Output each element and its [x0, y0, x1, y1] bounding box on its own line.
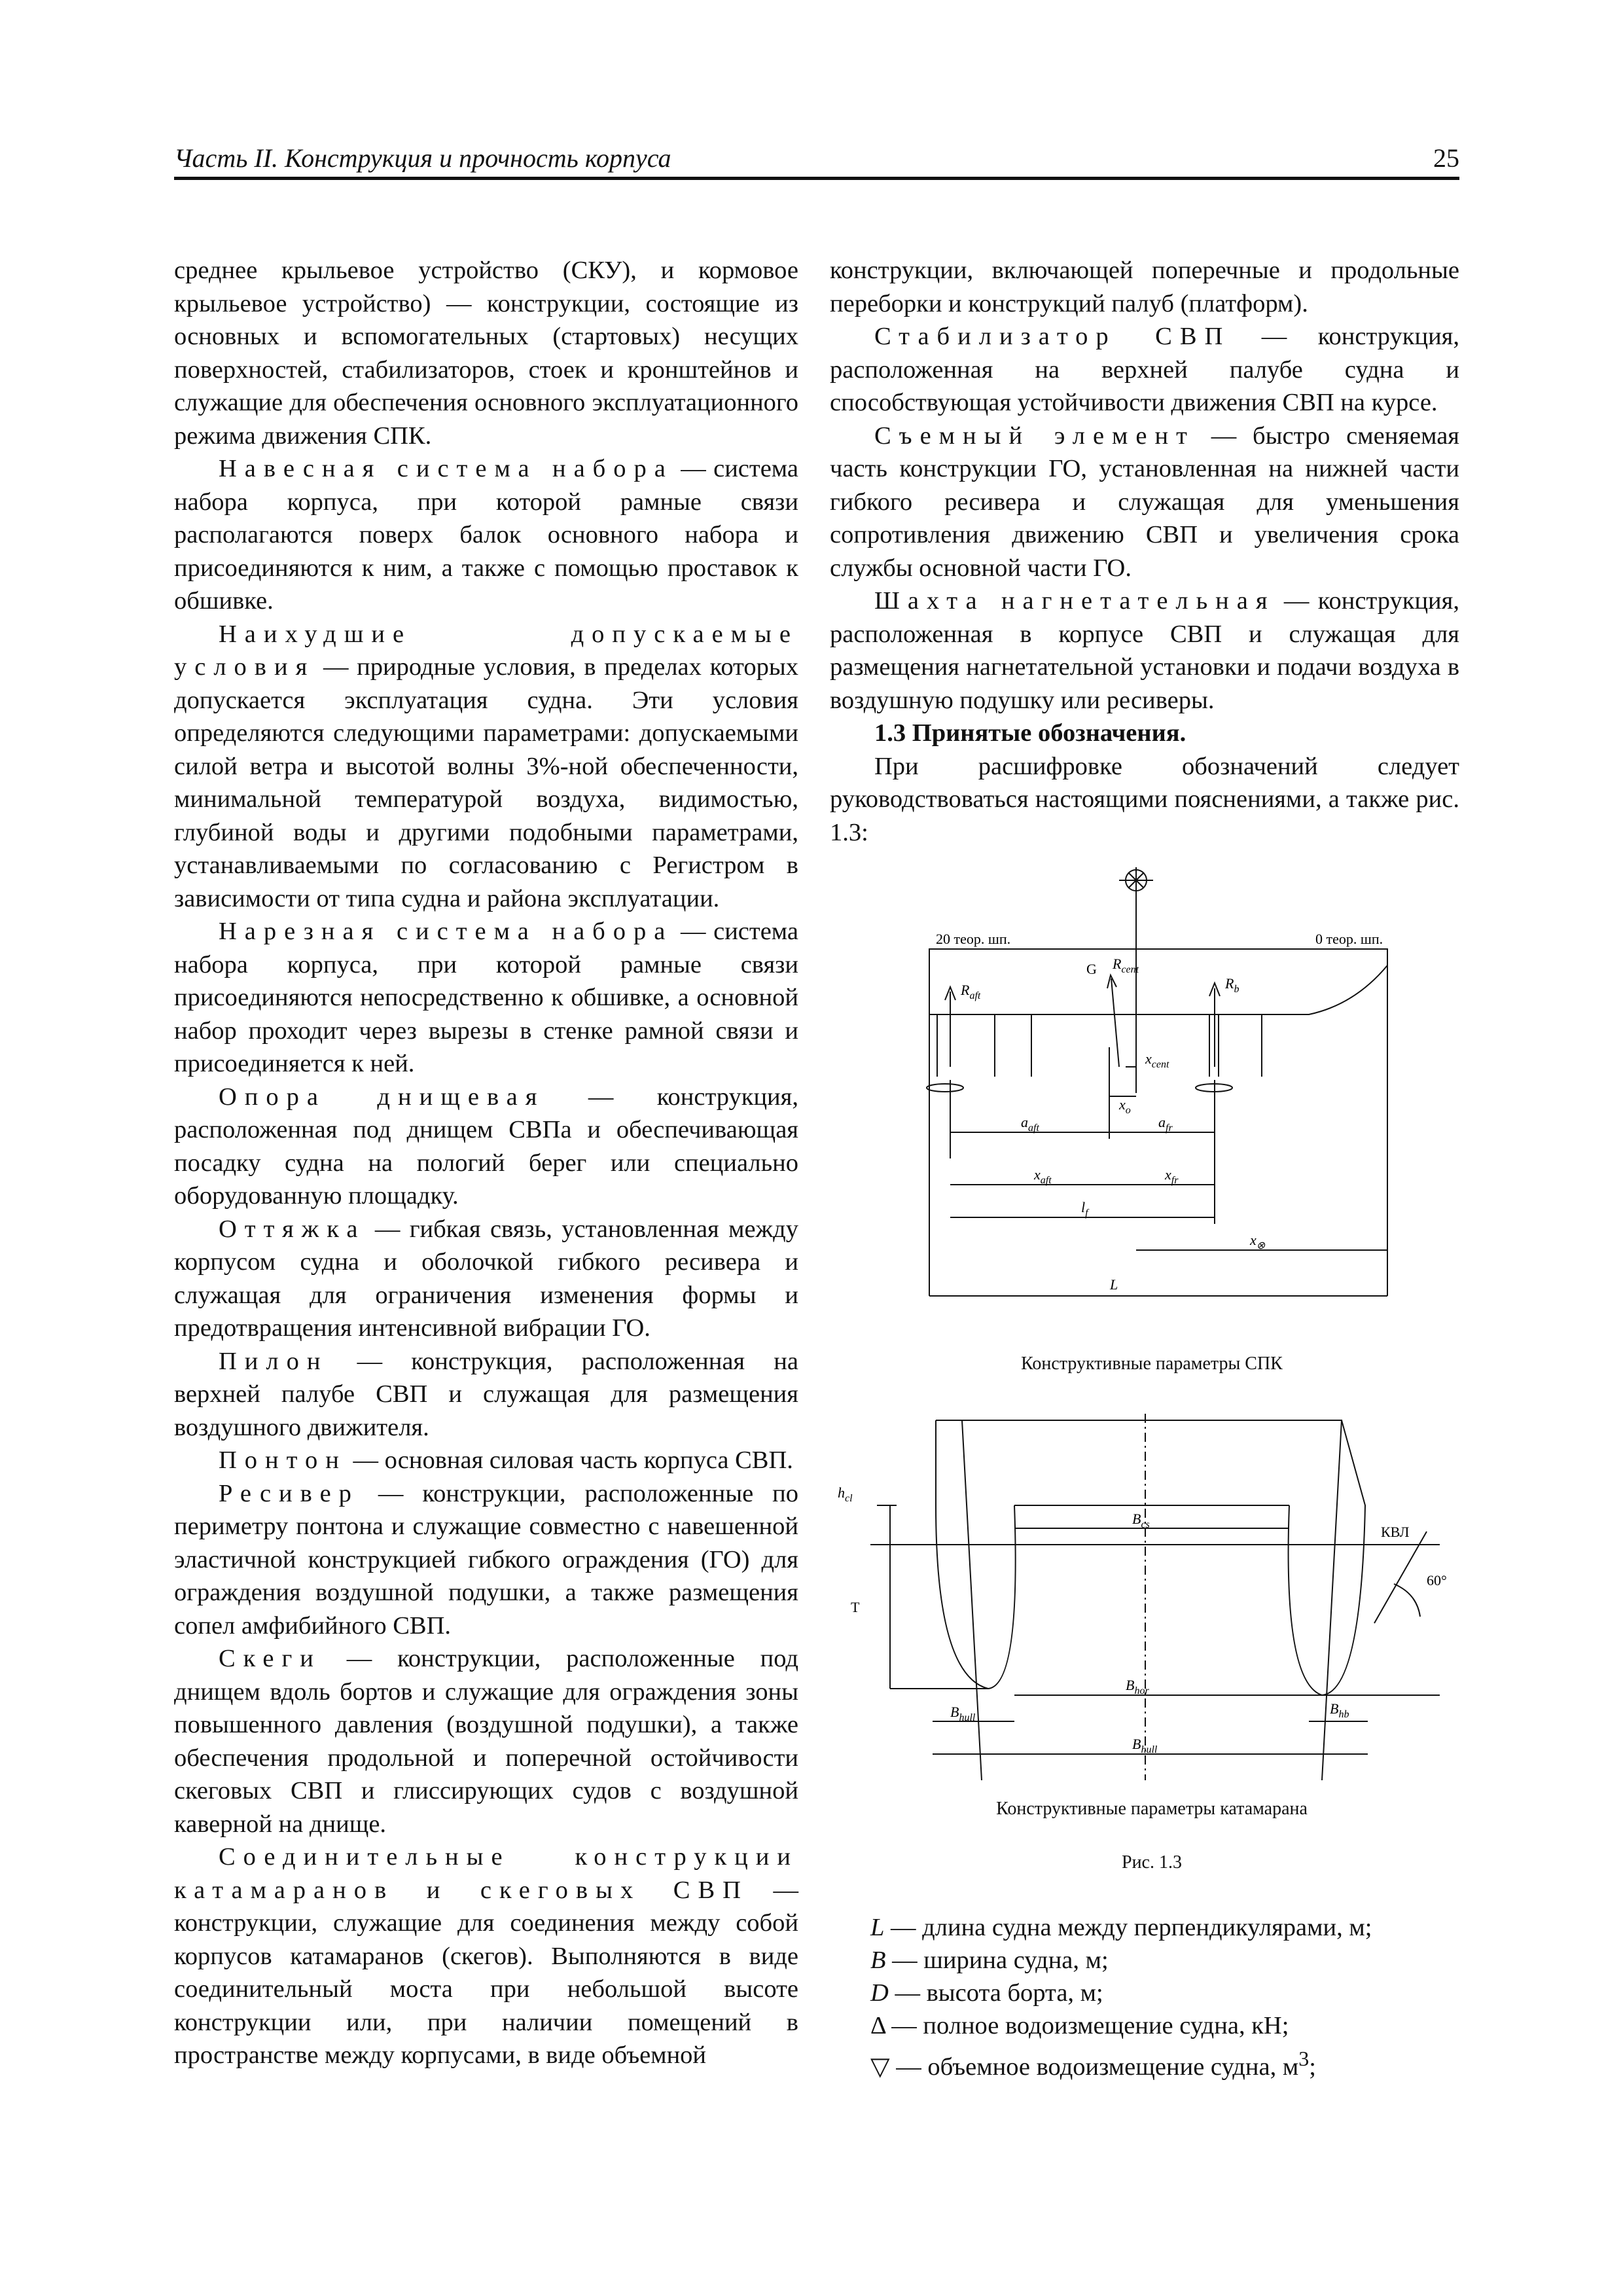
b-cs-label: $B_{cs}$ [1132, 1511, 1150, 1530]
hydrofoil-diagram [903, 851, 1427, 1322]
symbol-legend [870, 1911, 1459, 2083]
definition-term: Нарезная система набора [219, 918, 673, 945]
definition-term: Скеги [219, 1645, 321, 1672]
definition: Нарезная система набора — система набора корпуса, при которой рамные связи присоединяются непосредственно к обшивке, а основной набор проходит через вырезы в стенке рамной связи и присоединяется к ней. [174, 918, 798, 1077]
definition: Ресивер — конструкции, расположенные по периметру понтона и служащие совместно с навешенной эластичной конструкцией гибкого ограждения (ГО) для ограждения воздушной подушки, а также размещения сопел амфибийного СВП. [174, 1479, 798, 1640]
h-cl-label: $h_{cl}$ [838, 1484, 853, 1504]
legend-item: Δ — полное водоизмещение судна, кН; [870, 2012, 1289, 2039]
paragraph: конструкции, включающей поперечные и продольные переборки и конструкций палуб (платформ). [830, 257, 1459, 317]
x-mid-label: $x_\otimes$ [1250, 1232, 1266, 1251]
definition: Навесная система набора — система набора корпуса, при которой рамные связи располагаются поверх балок основного набора и присоединяются к ним, а также с помощью проставок к обшивке. [174, 455, 798, 615]
right-column [830, 254, 1459, 849]
definition-term: Наихудшие допускаемые условия [174, 620, 798, 681]
t-label: T [851, 1599, 860, 1615]
definition-term: Соединительные конструкции катамаранов и скеговых СВП [174, 1843, 798, 1904]
b-hull-label: $B_{hull}$ [950, 1704, 976, 1723]
definition: Пилон — конструкция, расположенная на верхней палубе СВП и служащая для размещения воздушного движителя. [174, 1347, 798, 1441]
section-heading: 1.3 Принятые обозначения. [874, 719, 1186, 747]
aft-frame-label: 20 теор. шп. [936, 931, 1011, 947]
definition: Оттяжка — гибкая связь, установленная между корпусом судна и оболочкой гибкого ресивера и служащая для ограничения изменения формы и предотвращения интенсивной вибрации ГО. [174, 1215, 798, 1342]
definition: Соединительные конструкции катамаранов и скеговых СВП — конструкции, служащие для соединения между собой корпусов катамаранов (скегов). Выполняются в виде соединительный моста при небольшой высоте конструкции или, при наличии помещений в пространстве между корпусами, в виде объемной [174, 1843, 798, 2069]
definition-term: Оттяжка [219, 1215, 366, 1243]
b-hull-total-label: $B_{hull}$ [1132, 1736, 1158, 1755]
legend-item: L — длина судна между перпендикулярами, м; [870, 1914, 1372, 1941]
definition-term: Ресивер [219, 1479, 359, 1507]
definition-term: Понтон [219, 1446, 347, 1474]
x-aft-label: $x_{aft}$ [1034, 1166, 1052, 1186]
definition: Стабилизатор СВП — конструкция, расположенная на верхней палубе судна и способствующая устойчивости движения СВП на курсе. [830, 323, 1460, 416]
figure1-caption: Конструктивные параметры СПК [1021, 1354, 1283, 1374]
a-aft-label: $a_{aft}$ [1021, 1114, 1039, 1134]
legend-item: D — высота борта, м; [870, 1979, 1103, 2007]
definition-term: Стабилизатор СВП [874, 323, 1231, 350]
page-number: 25 [1433, 143, 1459, 173]
definition: Опора днищевая — конструкция, расположенная под днищем СВПа и обеспечивающая посадку судна на пологий берег или специально оборудованную площадку. [174, 1083, 798, 1210]
legend-item: B — ширина судна, м; [870, 1946, 1109, 1974]
r-aft-label: $R_{aft}$ [961, 982, 981, 1001]
paragraph: среднее крыльевое устройство (СКУ), и кормовое крыльевое устройство) — конструкции, состоящие из основных и вспомогательных (стартовых) несущих поверхностей, стабилизаторов, стоек и кронштейнов и служащие для обеспечения основного эксплуатационного режима движения СПК. [174, 257, 798, 450]
r-cent-label: $R_{cent}$ [1113, 956, 1139, 975]
definition-term: Навесная система набора [219, 455, 673, 482]
definition-term: Шахта нагнетательная [874, 587, 1275, 615]
figure2-caption: Конструктивные параметры катамарана [996, 1799, 1308, 1819]
definition-term: Съемный элемент [874, 422, 1195, 450]
figure-label: Рис. 1.3 [1122, 1852, 1182, 1873]
section-intro: При расшифровке обозначений следует руководствоваться настоящими пояснениями, а также рис. 1.3: [830, 752, 1459, 846]
legend-item: ▽ — объемное водоизмещение судна, $м^3$; [870, 2047, 1316, 2081]
definition-term: Пилон [219, 1347, 329, 1375]
l-label: L [1110, 1276, 1118, 1293]
x-cent-label: $x_{cent}$ [1145, 1050, 1169, 1070]
x-fr-label: $x_{fr}$ [1165, 1166, 1179, 1186]
definition: Скеги — конструкции, расположенные под днищем вдоль бортов и служащие для ограждения зоны повышенного давления (воздушной подушки), а также обеспечения продольной и поперечной остойчивости скеговых СВП и глиссирующих судов с воздушной каверной на днище. [174, 1645, 798, 1838]
definition: Понтон — основная силовая часть корпуса СВП. [219, 1446, 793, 1474]
definition: Съемный элемент — быстро сменяемая часть конструкции ГО, установленная на нижней части гибкого ресивера и служащая для уменьшения сопротивления движению СВП и увеличения срока службы основной части ГО. [830, 422, 1459, 582]
running-title: Часть II. Конструкция и прочность корпуса [174, 143, 671, 173]
catamaran-diagram [825, 1414, 1479, 1780]
header-rule [174, 177, 1459, 180]
kvl-label: КВЛ [1381, 1524, 1410, 1540]
left-column [174, 254, 798, 2072]
definition: Наихудшие допускаемые условия — природные условия, в пределах которых допускается эксплуатация судна. Эти условия определяются следующими параметрами: допускаемыми силой ветра и высотой волны 3%-ной обеспеченности, минимальной температурой воздуха, видимостью, глубиной воды и другими подобными параметрами, устанавливаемыми по согласованию с Регистром в зависимости от типа судна и района эксплуатации. [174, 620, 798, 912]
definition-term: Опора днищевая [219, 1083, 545, 1111]
x-o-label: $x_o$ [1119, 1096, 1131, 1116]
b-hor-label: $B_{hor}$ [1126, 1677, 1149, 1696]
definition: Шахта нагнетательная — конструкция, расположенная в корпусе СВП и служащая для размещения нагнетательной установки и подачи воздуха в воздушную подушку или ресиверы. [830, 587, 1459, 714]
page-header [174, 143, 1459, 177]
r-b-label: $R_b$ [1225, 975, 1240, 995]
angle-label: 60° [1427, 1572, 1447, 1588]
a-fr-label: $a_{fr}$ [1158, 1114, 1173, 1134]
g-label: G [1086, 961, 1097, 977]
fore-frame-label: 0 теор. шп. [1315, 931, 1383, 947]
l-f-label: $l_f$ [1081, 1199, 1088, 1219]
b-hb-label: $B_{hb}$ [1330, 1700, 1349, 1720]
